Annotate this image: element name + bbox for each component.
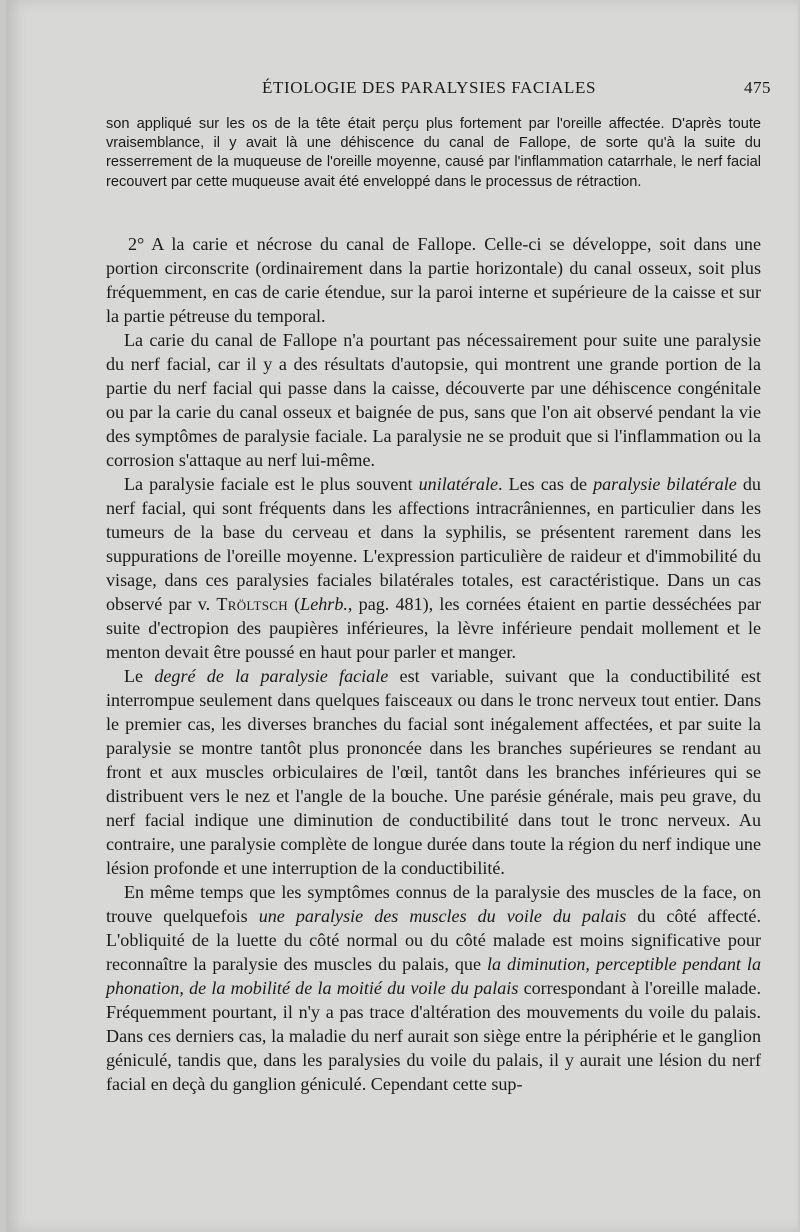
author-troltsch: Tröltsch xyxy=(216,594,288,614)
paragraph-carie: 2° A la carie et nécrose du canal de Fallope. Celle-ci se développe, soit dans une portion circonscrite (ordinairement dans la partie horizontale) du canal osseux, soit plus fréquemment, en cas de carie étendue, sur la paroi interne et supérieure de la caisse et sur la partie pétreuse du temporal. xyxy=(106,234,761,326)
running-title: ÉTIOLOGIE DES PARALYSIES FACIALES xyxy=(262,78,597,97)
paragraph-voile-palais: En même temps que les symptômes connus de la paralysie des muscles de la face, on trouve quelquefois une paralysie des muscles du voile du palais du côté affecté. L'obliquité de la luette du côté normal ou du côté malade est moins significative pour reconnaître la paralysie des muscles du palais, que la diminution, perceptible pendant la phonation, de la mobilité de la moitié du voile du palais correspondant à l'oreille malade. Fréquemment pourtant, il n'y a pas trace d'altération des mouvements du voile du palais. Dans ces derniers cas, la maladie du nerf aurait son siège entre la périphérie et le ganglion géniculé, tandis que, dans les paralysies du voile du palais, il y aurait une lésion du nerf facial en deçà du ganglion géniculé. Cependant cette sup- xyxy=(106,882,761,1094)
reference-lehrb: Lehrb. xyxy=(300,594,348,614)
term-paralysie-bilaterale: paralysie bilatérale xyxy=(593,474,737,494)
book-page xyxy=(6,0,798,1232)
paragraph-unilaterale: La paralysie faciale est le plus souvent unilatérale. Les cas de paralysie bilatérale du nerf facial, qui sont fréquents dans les affections intracrâniennes, en particulier dans les tumeurs de la base du cerveau et dans la syphilis, se présentent rarement dans les suppurations de l'oreille moyenne. L'expression particulière de raideur et d'immobilité du visage, dans ces paralysies faciales bilatérales totales, est caractéristique. Dans un cas observé par v. Tröltsch (Lehrb., pag. 481), les cornées étaient en partie desséchées par suite d'ectropion des paupières inférieures, la lèvre inférieure pendait mollement et le menton devait être poussé en haut pour parler et manger. xyxy=(106,474,761,662)
term-unilaterale: unilatérale xyxy=(418,474,499,494)
continued-paragraph xyxy=(106,115,761,192)
term-paralysie-voile: une paralysie des muscles du voile du palais xyxy=(258,906,627,926)
page-number: 475 xyxy=(744,78,771,97)
main-text xyxy=(106,232,761,1096)
small-print-paragraph: son appliqué sur les os de la tête était perçu plus fortement par l'oreille affectée. D'après toute vraisemblance, il y avait là une déhiscence du canal de Fallope, de sorte qu'à la suite du resserrement de la muqueuse de l'oreille moyenne, causé par l'inflammation catarrhale, le nerf facial recouvert par cette muqueuse avait été enveloppé dans le processus de rétraction. xyxy=(106,116,761,190)
term-degre-paralysie: degré de la paralysie faciale xyxy=(154,666,389,686)
page-header xyxy=(106,78,771,104)
paragraph-degre: Le degré de la paralysie faciale est variable, suivant que la conductibilité est interrompue seulement dans quelques faisceaux ou dans le tronc nerveux tout entier. Dans le premier cas, les diverses branches du facial sont inégalement affectées, et par suite la paralysie se montre tantôt plus prononcée dans les branches supérieures se rendant au front et aux muscles orbiculaires de l'œil, tantôt dans les branches inférieures qui se distribuent vers le nez et l'angle de la bouche. Une parésie générale, mais peu grave, du nerf facial indique une diminution de conductibilité dans tout le tronc nerveux. Au contraire, une paralysie complète de longue durée dans toute la région du nerf indique une lésion profonde et une interruption de la conductibilité. xyxy=(106,666,762,878)
paragraph-carie-autopsie: La carie du canal de Fallope n'a pourtant pas nécessairement pour suite une paralysie du nerf facial, car il y a des résultats d'autopsie, qui montrent une grande portion de la partie du nerf facial qui passe dans la caisse, découverte par une déhiscence congénitale ou par la carie du canal osseux et baignée de pus, sans que l'on ait observé pendant la vie des symptômes de paralysie faciale. La paralysie ne se produit que si l'inflammation ou la corrosion s'attaque au nerf lui-même. xyxy=(106,330,761,470)
term-diminution-mobilite: la diminution, perceptible pendant la phonation, de la mobilité de la moitié du voile du palais xyxy=(106,954,761,998)
